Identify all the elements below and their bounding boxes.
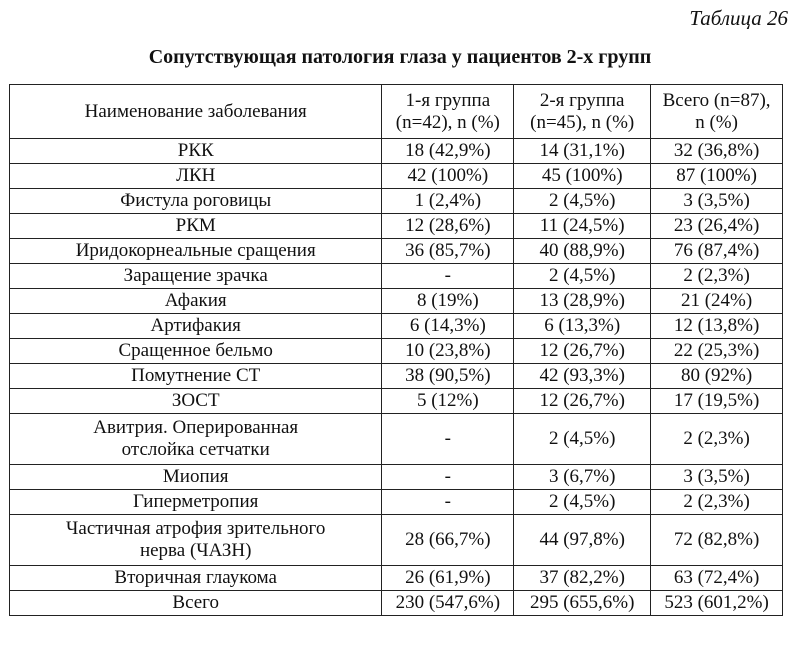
total-value: 2 (2,3%) (651, 414, 783, 465)
total-value: 72 (82,8%) (651, 515, 783, 566)
group2-value: 40 (88,9%) (514, 239, 651, 264)
disease-name: Иридокорнеальные сращения (10, 239, 382, 264)
table-row (10, 264, 783, 289)
group2-value: 45 (100%) (514, 164, 651, 189)
group2-value: 295 (655,6%) (514, 591, 651, 616)
disease-name: Миопия (10, 465, 382, 490)
total-value: 63 (72,4%) (651, 566, 783, 591)
table-row (10, 164, 783, 189)
table-row (10, 389, 783, 414)
disease-name: Фистула роговицы (10, 189, 382, 214)
group1-value: 5 (12%) (382, 389, 514, 414)
header-group1: 1-я группа (n=42), n (%) (382, 85, 514, 139)
total-value: 21 (24%) (651, 289, 783, 314)
table-row (10, 314, 783, 339)
total-value: 23 (26,4%) (651, 214, 783, 239)
group1-value: 36 (85,7%) (382, 239, 514, 264)
table-row (10, 189, 783, 214)
table-caption: Сопутствующая патология глаза у пациентов 2-х групп (148, 46, 652, 68)
disease-name: РКК (10, 139, 382, 164)
disease-name: Сращенное бельмо (10, 339, 382, 364)
disease-name: Всего (10, 591, 382, 616)
total-value: 2 (2,3%) (651, 490, 783, 515)
group1-value: - (382, 414, 514, 465)
group1-value: 12 (28,6%) (382, 214, 514, 239)
table-row (10, 339, 783, 364)
table-row (10, 364, 783, 389)
disease-name: Гиперметропия (10, 490, 382, 515)
total-value: 2 (2,3%) (651, 264, 783, 289)
group1-value: - (382, 490, 514, 515)
group2-value: 12 (26,7%) (514, 389, 651, 414)
table-row (10, 566, 783, 591)
header-group2: 2-я группа (n=45), n (%) (514, 85, 651, 139)
total-value: 87 (100%) (651, 164, 783, 189)
header-total: Всего (n=87), n (%) (651, 85, 783, 139)
disease-name: Заращение зрачка (10, 264, 382, 289)
group1-value: 28 (66,7%) (382, 515, 514, 566)
group1-value: 42 (100%) (382, 164, 514, 189)
table-row (10, 490, 783, 515)
table-row (10, 289, 783, 314)
table-row (10, 515, 783, 566)
disease-name: Частичная атрофия зрительного нерва (ЧАЗН) (10, 515, 382, 566)
group1-value: 10 (23,8%) (382, 339, 514, 364)
total-value: 12 (13,8%) (651, 314, 783, 339)
group2-value: 13 (28,9%) (514, 289, 651, 314)
disease-name: Артифакия (10, 314, 382, 339)
group2-value: 3 (6,7%) (514, 465, 651, 490)
group1-value: - (382, 465, 514, 490)
group2-value: 11 (24,5%) (514, 214, 651, 239)
group1-value: 26 (61,9%) (382, 566, 514, 591)
disease-name: ЛКН (10, 164, 382, 189)
group2-value: 12 (26,7%) (514, 339, 651, 364)
group2-value: 37 (82,2%) (514, 566, 651, 591)
disease-name: РКМ (10, 214, 382, 239)
total-value: 76 (87,4%) (651, 239, 783, 264)
group1-value: 6 (14,3%) (382, 314, 514, 339)
group1-value: 38 (90,5%) (382, 364, 514, 389)
total-value: 3 (3,5%) (651, 465, 783, 490)
group2-value: 6 (13,3%) (514, 314, 651, 339)
total-value: 3 (3,5%) (651, 189, 783, 214)
disease-name: Помутнение СТ (10, 364, 382, 389)
group1-value: 8 (19%) (382, 289, 514, 314)
disease-name: Афакия (10, 289, 382, 314)
header-name: Наименование заболевания (10, 85, 382, 139)
total-value: 17 (19,5%) (651, 389, 783, 414)
table-row (10, 591, 783, 616)
total-value: 32 (36,8%) (651, 139, 783, 164)
total-value: 80 (92%) (651, 364, 783, 389)
table-row (10, 239, 783, 264)
disease-name: Авитрия. Оперированная отслойка сетчатки (10, 414, 382, 465)
group2-value: 42 (93,3%) (514, 364, 651, 389)
table-row (10, 414, 783, 465)
disease-name: Вторичная глаукома (10, 566, 382, 591)
table-row (10, 214, 783, 239)
group2-value: 2 (4,5%) (514, 490, 651, 515)
group2-value: 14 (31,1%) (514, 139, 651, 164)
total-value: 22 (25,3%) (651, 339, 783, 364)
header-row (10, 85, 783, 139)
table-row (10, 139, 783, 164)
group1-value: 18 (42,9%) (382, 139, 514, 164)
group1-value: 1 (2,4%) (382, 189, 514, 214)
table-number: Таблица 26 (689, 6, 788, 30)
group1-value: - (382, 264, 514, 289)
group2-value: 2 (4,5%) (514, 264, 651, 289)
group2-value: 2 (4,5%) (514, 189, 651, 214)
group2-value: 2 (4,5%) (514, 414, 651, 465)
group1-value: 230 (547,6%) (382, 591, 514, 616)
total-value: 523 (601,2%) (651, 591, 783, 616)
disease-name: ЗОСТ (10, 389, 382, 414)
pathology-table (9, 84, 783, 616)
group2-value: 44 (97,8%) (514, 515, 651, 566)
table-row (10, 465, 783, 490)
